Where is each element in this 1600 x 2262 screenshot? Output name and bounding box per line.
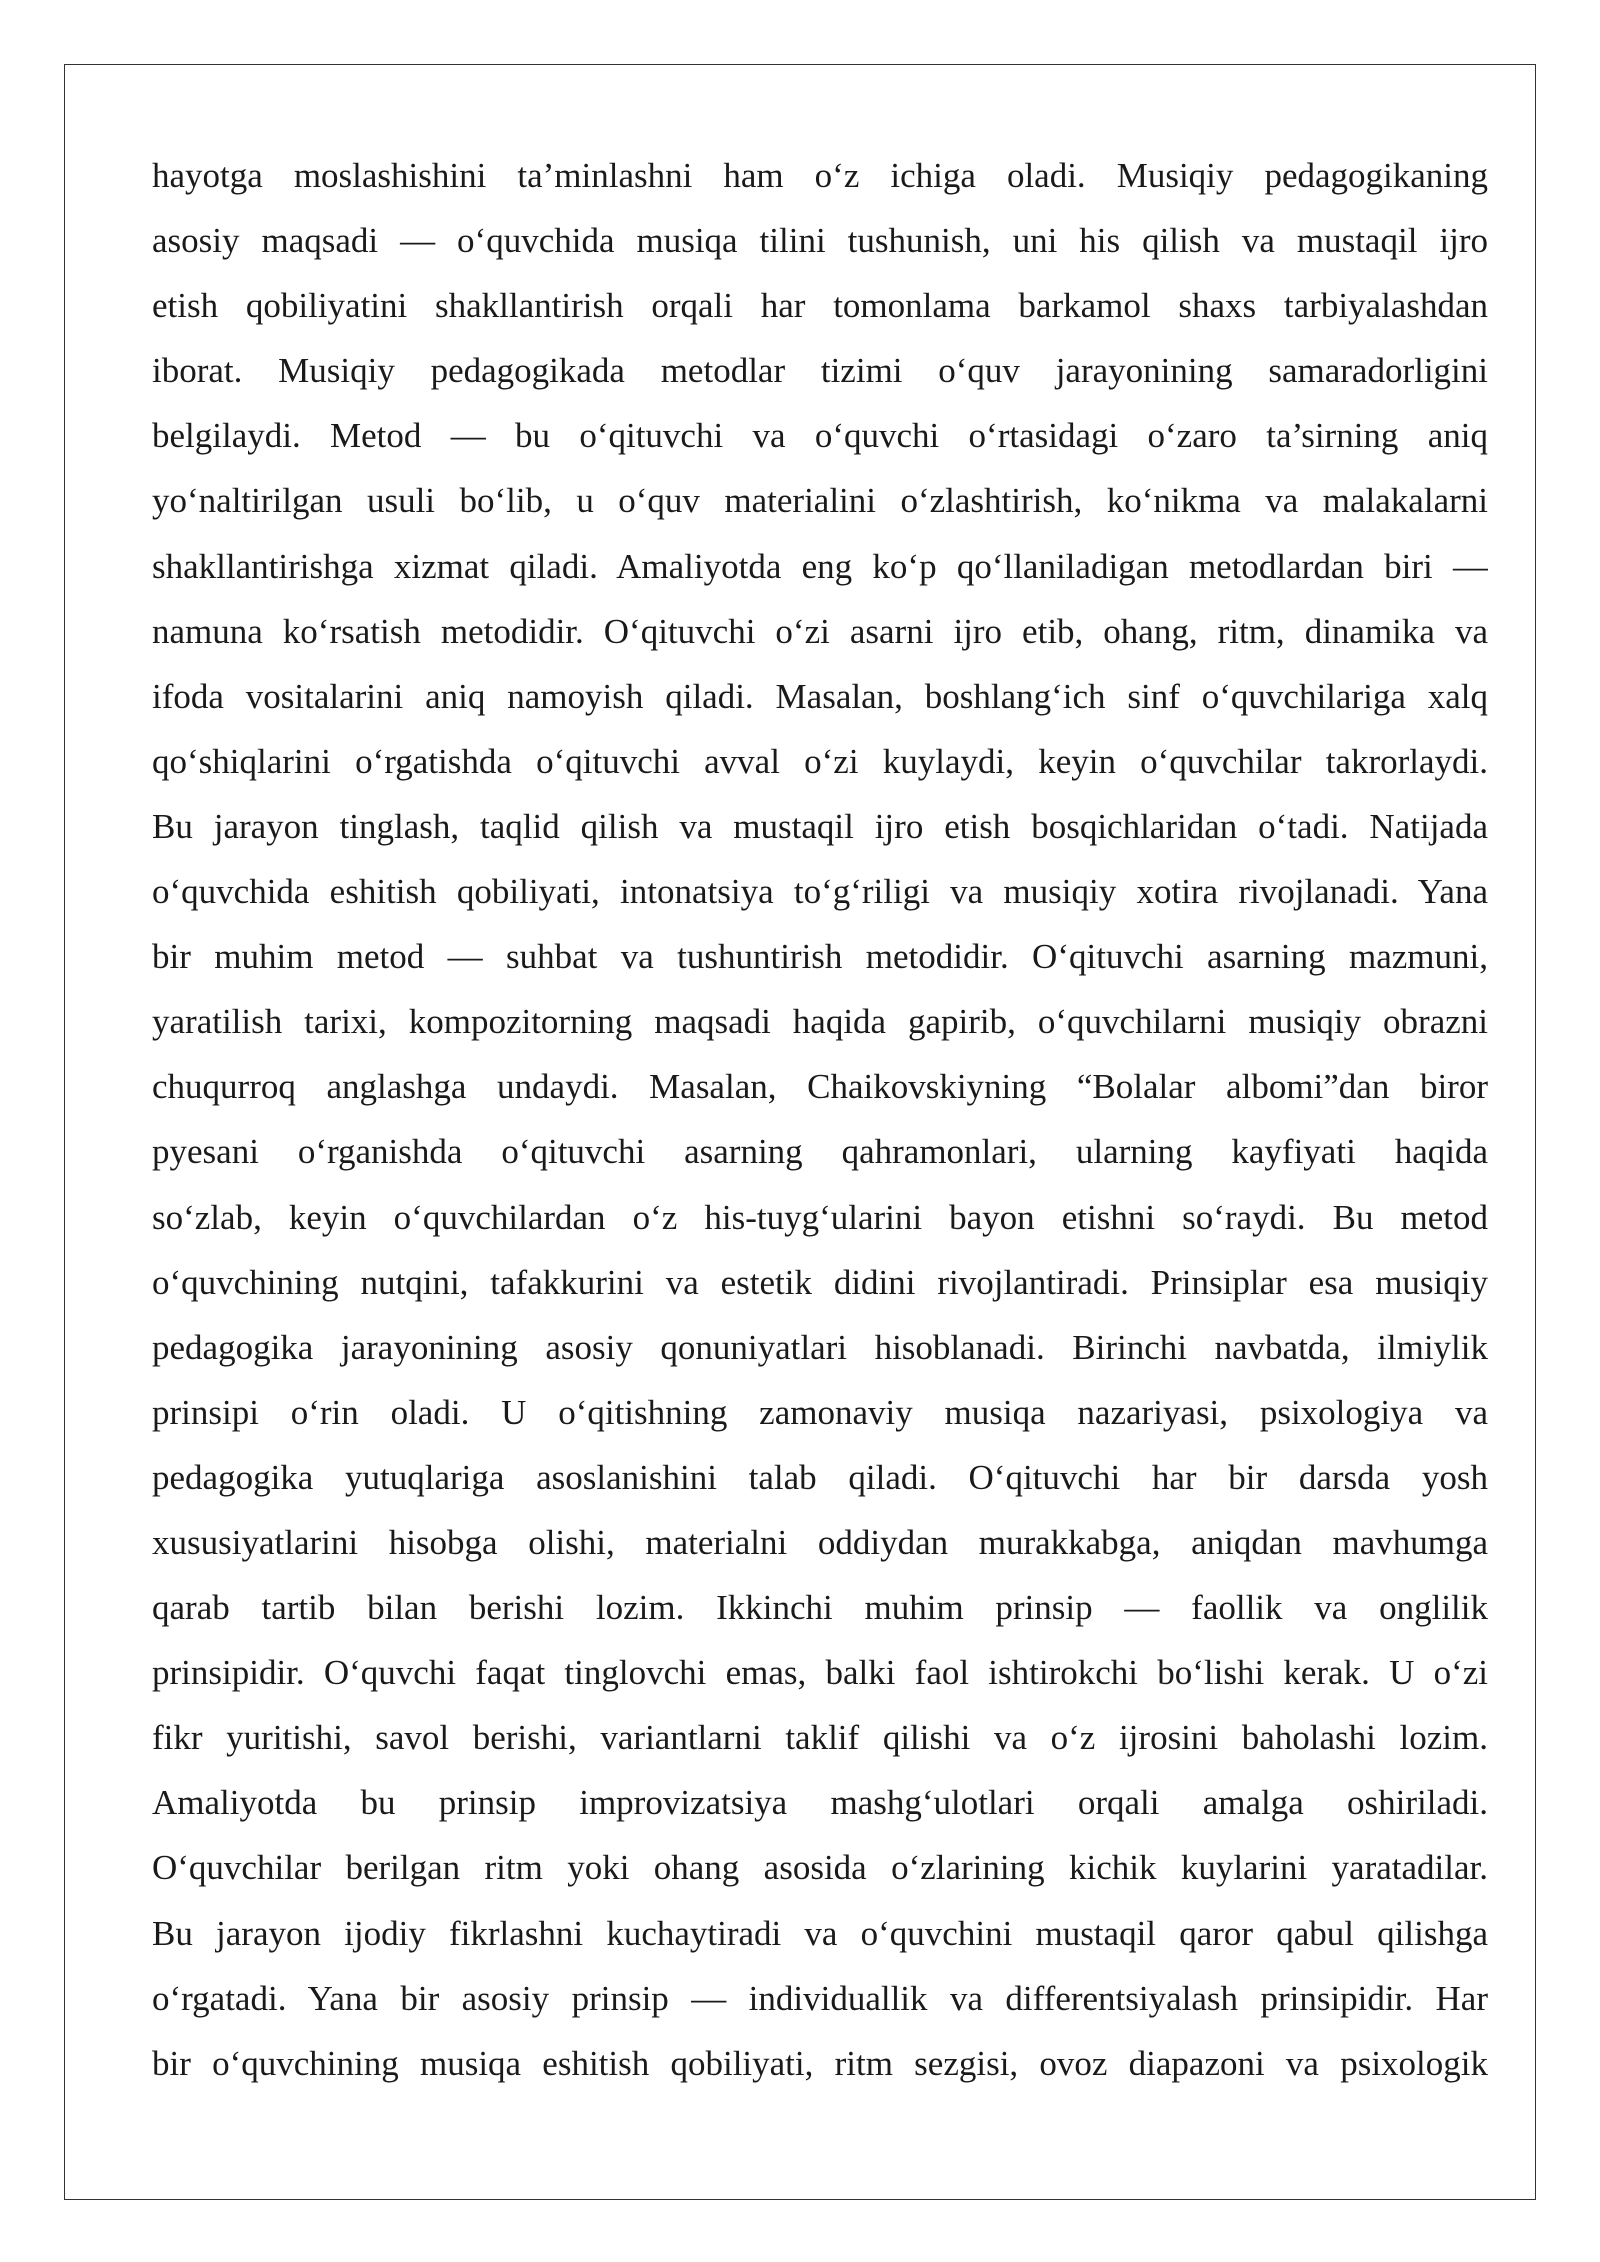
text-line: fikr yuritishi, savol berishi, variantlarni taklif qilishi va o‘z ijrosini baholashi lozim.: [152, 1718, 1488, 1758]
text-line: qo‘shiqlarini o‘rgatishda o‘qituvchi avval o‘zi kuylaydi, keyin o‘quvchilar takrorlaydi.: [152, 741, 1488, 781]
text-line: bir muhim metod — suhbat va tushuntirish metodidir. O‘qituvchi asarning mazmuni,: [152, 937, 1488, 977]
text-line: o‘quvchida eshitish qobiliyati, intonatsiya to‘g‘riligi va musiqiy xotira rivojlanadi. Yana: [152, 872, 1488, 912]
text-line: prinsipi o‘rin oladi. U o‘qitishning zamonaviy musiqa nazariyasi, psixologiya va: [152, 1392, 1488, 1432]
text-line: xususiyatlarini hisobga olishi, materialni oddiydan murakkabga, aniqdan mavhumga: [152, 1522, 1488, 1562]
text-line: belgilaydi. Metod — bu o‘qituvchi va o‘quvchi o‘rtasidagi o‘zaro ta’sirning aniq: [152, 416, 1488, 456]
text-line: iborat. Musiqiy pedagogikada metodlar tizimi o‘quv jarayonining samaradorligini: [152, 351, 1488, 391]
text-line: qarab tartib bilan berishi lozim. Ikkinchi muhim prinsip — faollik va onglilik: [152, 1588, 1488, 1628]
text-line: namuna ko‘rsatish metodidir. O‘qituvchi o‘zi asarni ijro etib, ohang, ritm, dinamika va: [152, 611, 1488, 651]
text-line: Bu jarayon tinglash, taqlid qilish va mustaqil ijro etish bosqichlaridan o‘tadi. Natijada: [152, 806, 1488, 846]
text-line: pyesani o‘rganishda o‘qituvchi asarning qahramonlari, ularning kayfiyati haqida: [152, 1132, 1488, 1172]
text-line: yaratilish tarixi, kompozitorning maqsadi haqida gapirib, o‘quvchilarni musiqiy obrazni: [152, 1002, 1488, 1042]
text-line: etish qobiliyatini shakllantirish orqali har tomonlama barkamol shaxs tarbiyalashdan: [152, 286, 1488, 326]
text-line: pedagogika jarayonining asosiy qonuniyatlari hisoblanadi. Birinchi navbatda, ilmiylik: [152, 1327, 1488, 1367]
text-line: so‘zlab, keyin o‘quvchilardan o‘z his-tuyg‘ularini bayon etishni so‘raydi. Bu metod: [152, 1197, 1488, 1237]
text-line: Amaliyotda bu prinsip improvizatsiya mashg‘ulotlari orqali amalga oshiriladi.: [152, 1783, 1488, 1823]
text-line: yo‘naltirilgan usuli bo‘lib, u o‘quv materialini o‘zlashtirish, ko‘nikma va malakalarni: [152, 481, 1488, 521]
text-line: bir o‘quvchining musiqa eshitish qobiliyati, ritm sezgisi, ovoz diapazoni va psixologik: [152, 2043, 1488, 2083]
text-line: o‘quvchining nutqini, tafakkurini va estetik didini rivojlantiradi. Prinsiplar esa musiqiy: [152, 1262, 1488, 1302]
text-line: shakllantirishga xizmat qiladi. Amaliyotda eng ko‘p qo‘llaniladigan metodlardan biri —: [152, 546, 1488, 586]
text-line: o‘rgatadi. Yana bir asosiy prinsip — individuallik va differentsiyalash prinsipidir. Har: [152, 1978, 1488, 2018]
text-line: Bu jarayon ijodiy fikrlashni kuchaytiradi va o‘quvchini mustaqil qaror qabul qilishga: [152, 1913, 1488, 1953]
text-line: O‘quvchilar berilgan ritm yoki ohang asosida o‘zlarining kichik kuylarini yaratadilar.: [152, 1848, 1488, 1888]
text-line: asosiy maqsadi — o‘quvchida musiqa tilini tushunish, uni his qilish va mustaqil ijro: [152, 221, 1488, 261]
text-line: chuqurroq anglashga undaydi. Masalan, Chaikovskiyning “Bolalar albomi”dan biror: [152, 1067, 1488, 1107]
text-line: prinsipidir. O‘quvchi faqat tinglovchi emas, balki faol ishtirokchi bo‘lishi kerak. U o‘zi: [152, 1653, 1488, 1693]
text-line: ifoda vositalarini aniq namoyish qiladi. Masalan, boshlang‘ich sinf o‘quvchilariga xalq: [152, 676, 1488, 716]
document-body-paragraph: [152, 146, 1488, 2099]
text-line: hayotga moslashishini ta’minlashni ham o‘z ichiga oladi. Musiqiy pedagogikaning: [152, 156, 1488, 195]
text-line: pedagogika yutuqlariga asoslanishini talab qiladi. O‘qituvchi har bir darsda yosh: [152, 1457, 1488, 1497]
